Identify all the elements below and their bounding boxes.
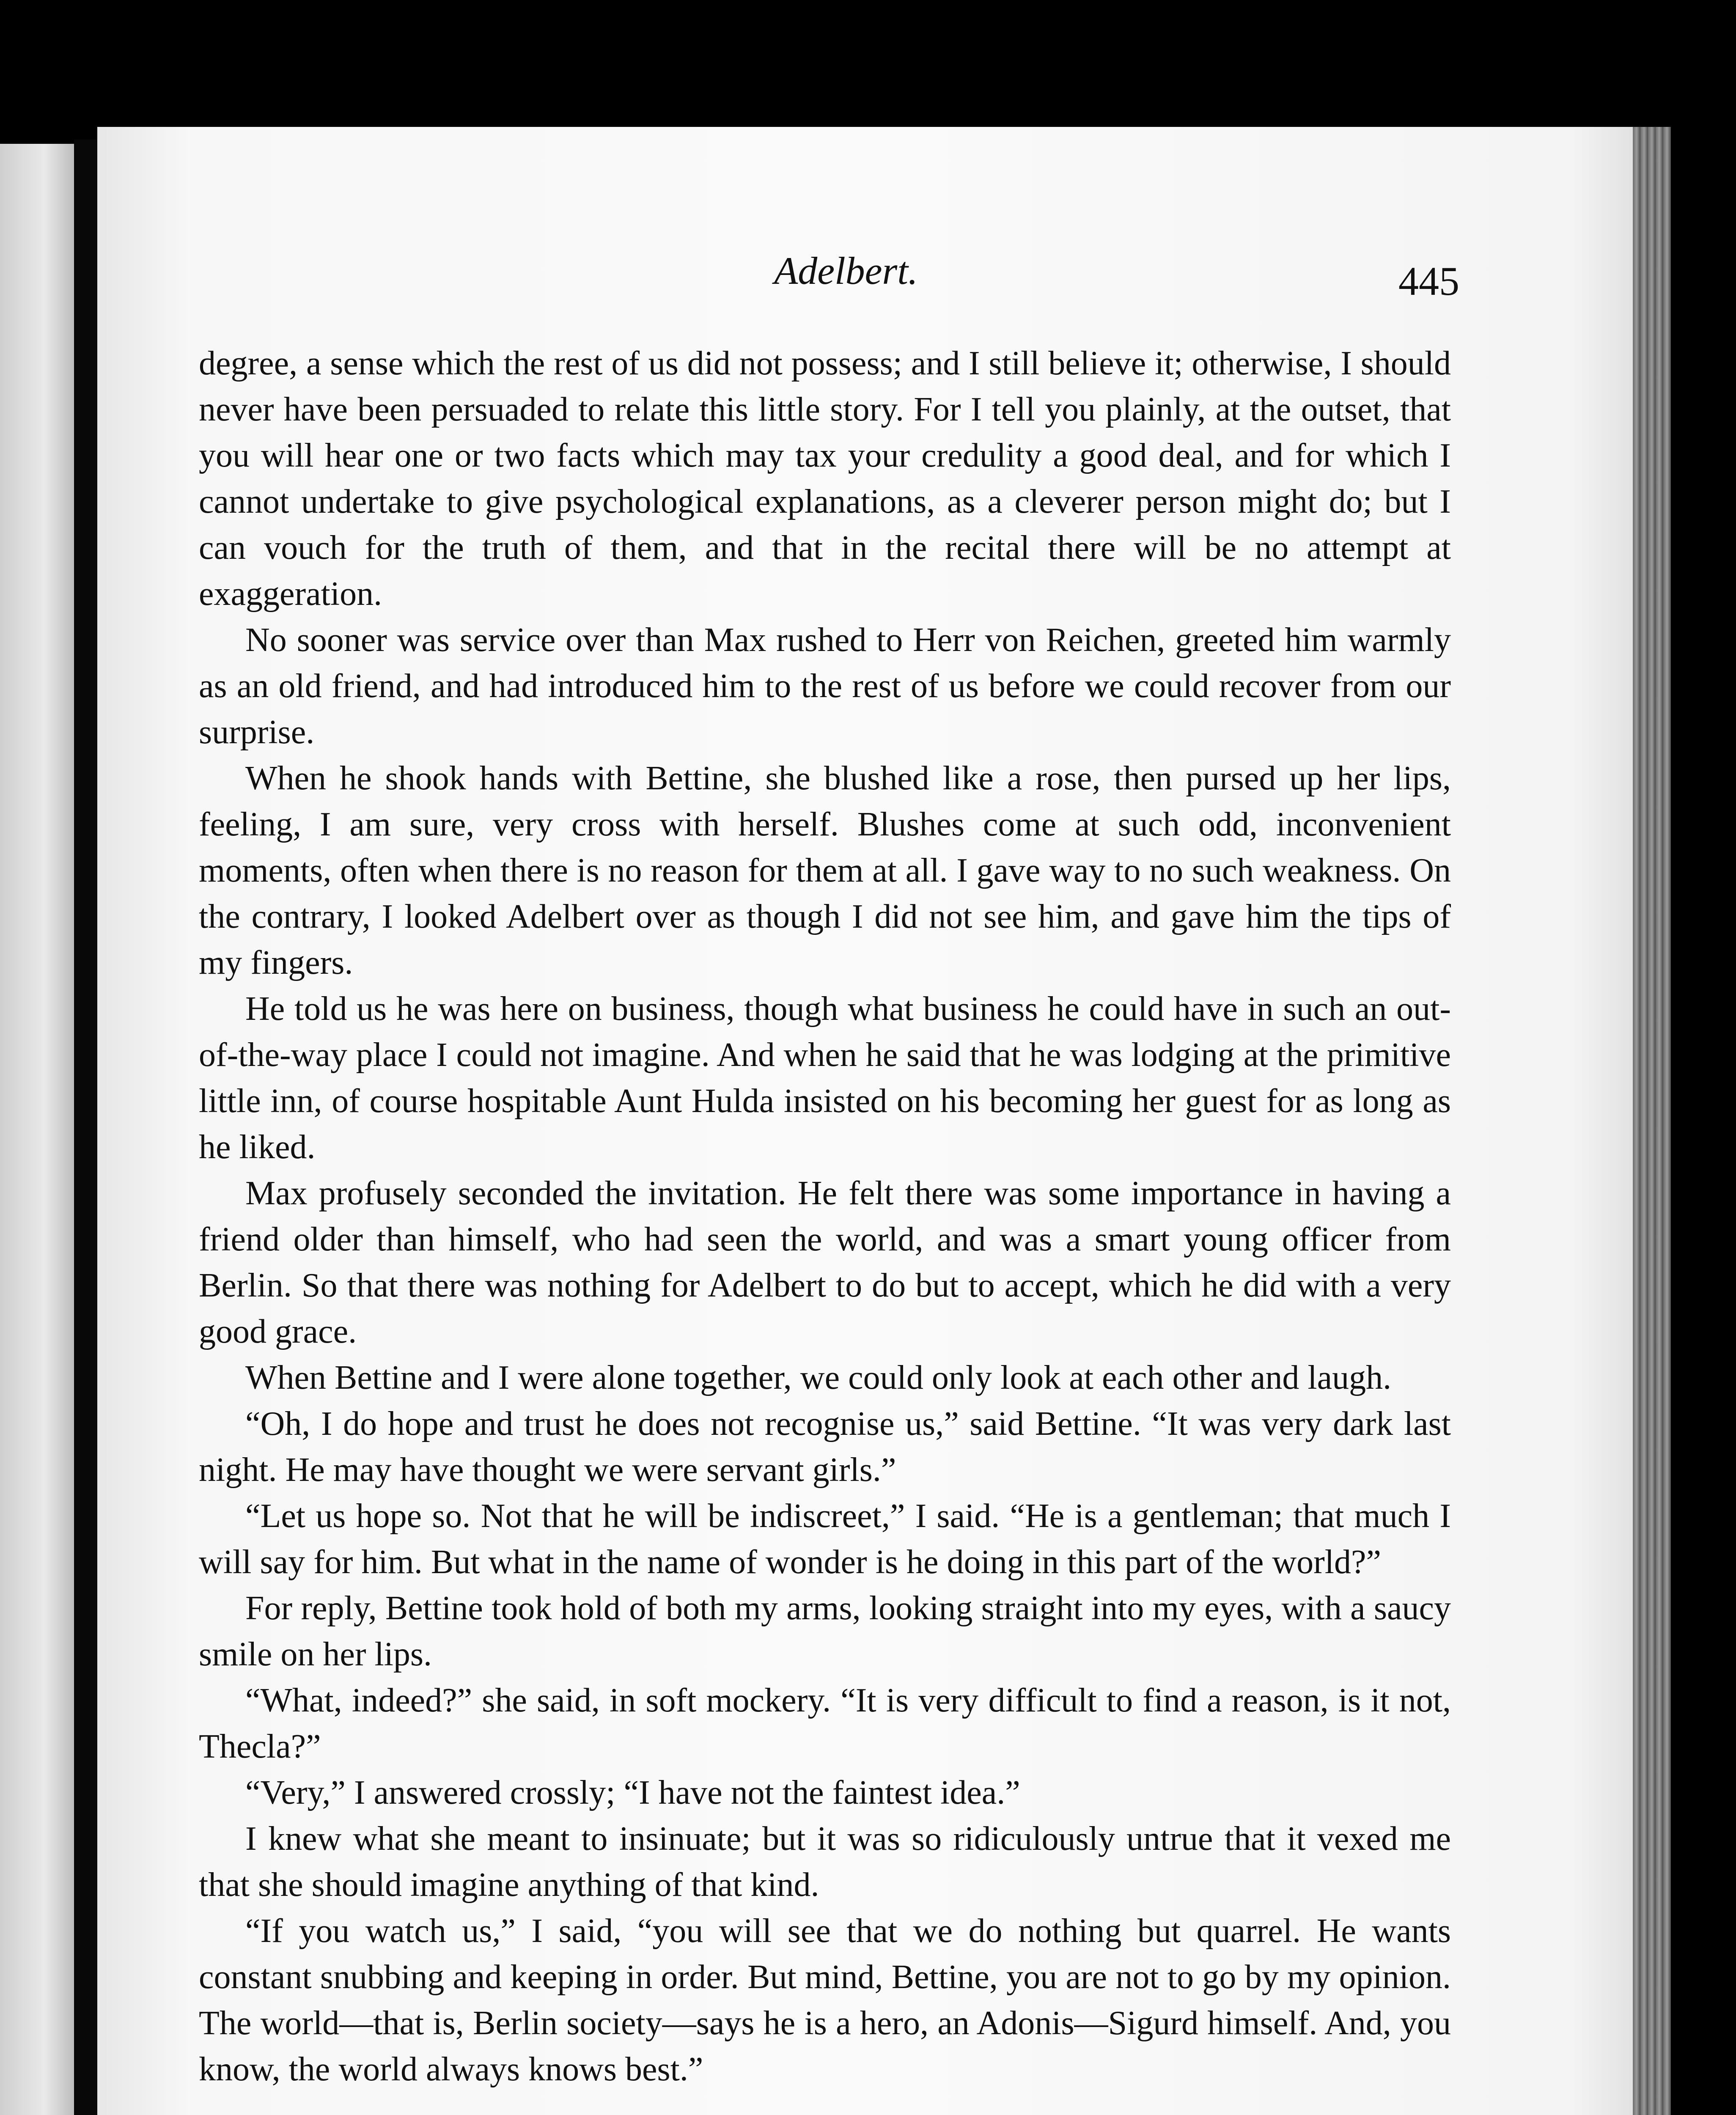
paragraph: No sooner was service over than Max rushed to Herr von Reichen, greeted him warmly as an old friend, and had introduced him to the rest of us before we could recover from our surprise. [199,621,1451,751]
paragraph: He told us he was here on business, though what business he could have in such an out-of-the-way place I could not imagine. And when he said that he was lodging at the primitive little inn, of course hospitable Aunt Hulda insisted on his becoming her guest for as long as he liked. [199,990,1451,1166]
paragraph: When he shook hands with Bettine, she blushed like a rose, then pursed up her lips, feeling, I am sure, very cross with herself. Blushes come at such odd, inconvenient moments, often when there is no reason for them at all. I gave way to no such weakness. On the contrary, I looked Adelbert over as though I did not see him, and gave him the tips of my fingers. [199,760,1451,981]
paragraph: “If you watch us,” I said, “you will see that we do nothing but quarrel. He wants constant snubbing and keeping in order. But mind, Bettine, you are not to go by my opinion. The world—that is, Berlin society—says he is a hero, an Adonis—Sigurd himself. And, you know, the world always knows best.” [199,1912,1451,2088]
paragraph: For reply, Bettine took hold of both my arms, looking straight into my eyes, with a saucy smile on her lips. [199,1590,1451,1673]
paragraph: degree, a sense which the rest of us did not possess; and I still believe it; otherwise, I should never have been persuaded to relate this little story. For I tell you plainly, at the outset, that you will hear one or two facts which may tax your credulity a good deal, and for which I cannot undertake to give psychological explanations, as a cleverer person might do; but I can vouch for the truth of them, and that in the recital there will be no attempt at exaggeration. [199,345,1451,613]
paragraph: Max profusely seconded the invitation. He felt there was some importance in having a friend older than himself, who had seen the world, and was a smart young officer from Berlin. So that there was nothing for Adelbert to do but to accept, which he did with a very good grace. [199,1175,1451,1350]
paragraph: “Very,” I answered crossly; “I have not the faintest idea.” [245,1774,1020,1811]
page-stack-edge [1633,127,1671,2115]
running-head: Adelbert. [774,249,918,292]
page-number: 445 [1398,258,1459,304]
paragraph: When Bettine and I were alone together, we could only look at each other and laugh. [245,1359,1392,1396]
paragraph: “Oh, I do hope and trust he does not recognise us,” said Bettine. “It was very dark last night. He may have thought we were servant girls.” [199,1405,1451,1489]
paragraph: I knew what she meant to insinuate; but it was so ridiculously untrue that it vexed me that she should imagine anything of that kind. [199,1820,1451,1904]
body-text [199,341,1451,2093]
paragraph: “What, indeed?” she said, in soft mockery. “It is very difficult to find a reason, is it not, Thecla?” [199,1682,1451,1765]
facing-page-edge [0,144,74,2115]
book-gutter [74,140,97,2115]
paragraph: “Let us hope so. Not that he will be indiscreet,” I said. “He is a gentleman; that much I will say for him. But what in the name of wonder is he doing in this part of the world?” [199,1497,1451,1581]
